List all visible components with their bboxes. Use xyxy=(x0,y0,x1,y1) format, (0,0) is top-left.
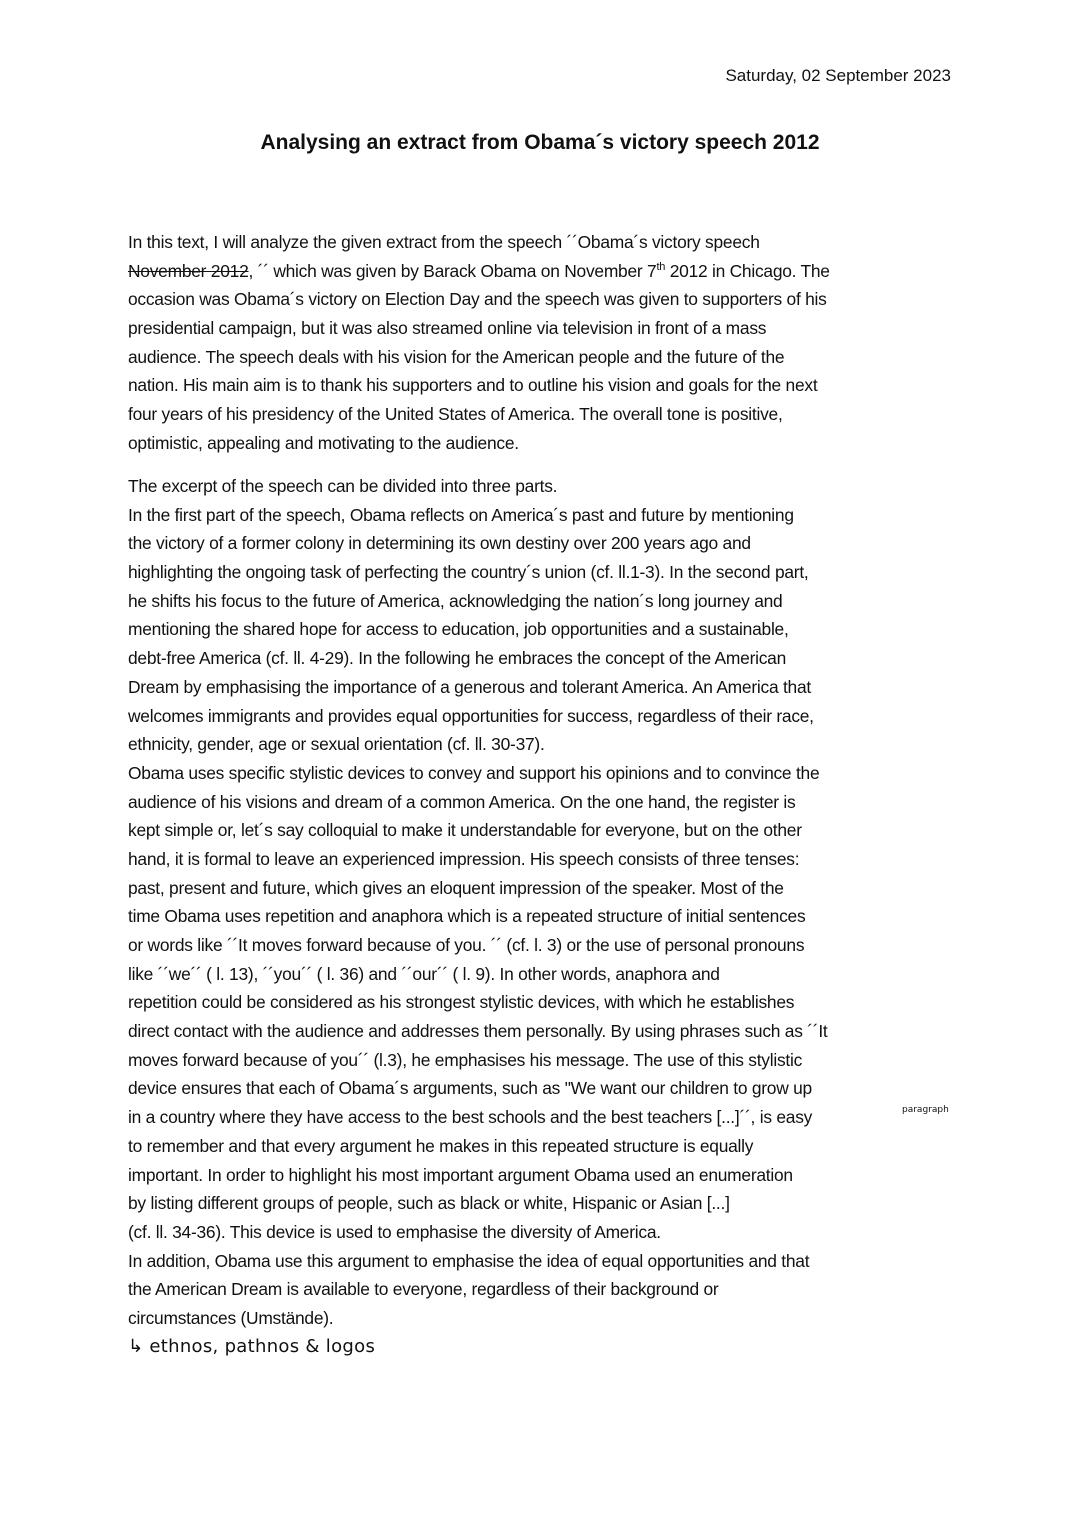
text-line: occasion was Obama´s victory on Election Day and the speech was given to supporters of his xyxy=(128,289,827,310)
text-line: In addition, Obama use this argument to emphasise the idea of equal opportunities and that xyxy=(128,1250,810,1271)
text-line: welcomes immigrants and provides equal opportunities for success, regardless of their race, xyxy=(128,705,814,726)
text-line xyxy=(128,257,968,286)
document-body xyxy=(128,228,968,1361)
text-line: (cf. ll. 34-36). This device is used to emphasise the diversity of America. xyxy=(128,1221,661,1242)
text-line: mentioning the shared hope for access to education, job opportunities and a sustainable, xyxy=(128,619,789,640)
text-line: to remember and that every argument he makes in this repeated structure is equally xyxy=(128,1135,754,1156)
text-line: the American Dream is available to everyone, regardless of their background or xyxy=(128,1279,719,1300)
text-line: Obama uses specific stylistic devices to convey and support his opinions and to convince the xyxy=(128,762,820,783)
page-title: Analysing an extract from Obama´s victory speech 2012 xyxy=(260,131,820,154)
text-line: four years of his presidency of the United States of America. The overall tone is positive, xyxy=(128,404,783,425)
text-line: moves forward because of you´´ (l.3), he emphasises his message. The use of this stylistic xyxy=(128,1049,803,1070)
text-line: kept simple or, let´s say colloquial to make it understandable for everyone, but on the other xyxy=(128,820,802,841)
text-line: debt-free America (cf. ll. 4-29). In the following he embraces the concept of the American xyxy=(128,648,787,669)
text: , ´´ which was given by Barack Obama on November 7 xyxy=(248,260,657,281)
text-line: the victory of a former colony in determining its own destiny over 200 years ago and xyxy=(128,533,751,554)
text: in a country where they have access to the best schools and the best teachers [...]´´, is easy xyxy=(128,1107,813,1128)
text-line: The excerpt of the speech can be divided into three parts. xyxy=(128,476,558,496)
text-line: audience. The speech deals with his vision for the American people and the future of the xyxy=(128,346,785,367)
text-line: by listing different groups of people, such as black or white, Hispanic or Asian [...] xyxy=(128,1193,730,1214)
text-line: circumstances (Umstände). xyxy=(128,1307,334,1328)
text-line: audience of his visions and dream of a common America. On the one hand, the register is xyxy=(128,791,796,812)
text-line: In this text, I will analyze the given extract from the speech ´´Obama´s victory speech xyxy=(128,232,760,252)
text-line: highlighting the ongoing task of perfecting the country´s union (cf. ll.1-3). In the second part, xyxy=(128,562,809,583)
text-line: hand, it is formal to leave an experienced impression. His speech consists of three tenses: xyxy=(128,848,800,869)
text-line: past, present and future, which gives an eloquent impression of the speaker. Most of the xyxy=(128,877,784,898)
text: 2012 in Chicago. The xyxy=(665,260,830,281)
text-line: like ´´we´´ ( l. 13), ´´you´´ ( l. 36) and ´´our´´ ( l. 9). In other words, anaphora and xyxy=(128,963,720,984)
struck-text: November 2012 xyxy=(128,260,249,281)
text-line: direct contact with the audience and addresses them personally. By using phrases such as ´´It xyxy=(128,1021,828,1042)
superscript: th xyxy=(656,260,666,273)
text-line: ethnicity, gender, age or sexual orientation (cf. ll. 30-37). xyxy=(128,734,545,755)
text-line: optimistic, appealing and motivating to the audience. xyxy=(128,432,519,453)
text-line: device ensures that each of Obama´s arguments, such as "We want our children to grow up xyxy=(128,1078,812,1099)
text-line: Dream by emphasising the importance of a generous and tolerant America. An America that xyxy=(128,676,811,697)
text-line: or words like ´´It moves forward because of you. ´´ (cf. l. 3) or the use of personal pronouns xyxy=(128,935,805,955)
text-line: repetition could be considered as his strongest stylistic devices, with which he establishes xyxy=(128,992,795,1013)
text-line: he shifts his focus to the future of America, acknowledging the nation´s long journey and xyxy=(128,590,783,611)
text-line: nation. His main aim is to thank his supporters and to outline his vision and goals for the next xyxy=(128,375,818,396)
text-line: presidential campaign, but it was also streamed online via television in front of a mass xyxy=(128,318,767,339)
text-line xyxy=(128,1103,968,1132)
text-line: In the first part of the speech, Obama reflects on America´s past and future by mentioning xyxy=(128,504,794,525)
handwritten-annotation: paragraph xyxy=(902,1105,949,1116)
handwritten-note: ↳ ethnos, pathnos & logos xyxy=(128,1335,376,1357)
text-line: time Obama uses repetition and anaphora which is a repeated structure of initial sentences xyxy=(128,906,806,927)
date: Saturday, 02 September 2023 xyxy=(725,66,951,85)
text-line: important. In order to highlight his most important argument Obama used an enumeration xyxy=(128,1164,793,1185)
